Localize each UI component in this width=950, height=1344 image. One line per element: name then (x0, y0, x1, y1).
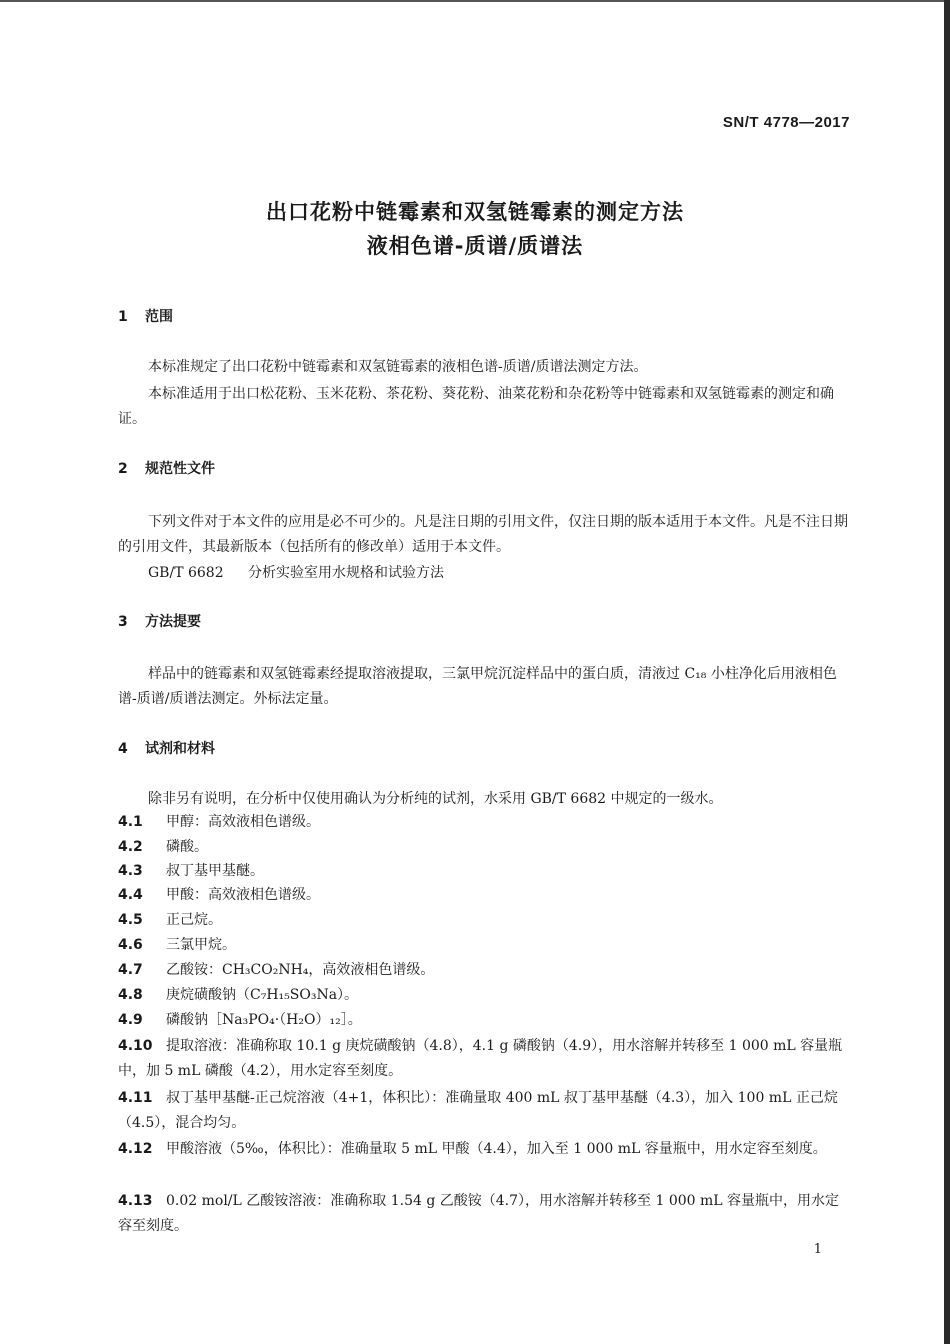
section-title: 规范性文件 (145, 461, 215, 477)
paragraph: 本标准规定了出口花粉中链霉素和双氢链霉素的液相色谱-质谱/质谱法测定方法。 (148, 359, 648, 375)
list-item: 4.1 甲醇：高效液相色谱级。 (118, 814, 320, 830)
list-item: 4.10 提取溶液：准确称取 10.1 g 庚烷磺酸钠（4.8），4.1 g 磷酸钠（4.9），用水溶解并转移至 1 000 mL 容量瓶中，加 5 mL 磷酸（4.2），用水定容至刻度。 (118, 1038, 843, 1079)
list-item: 4.9 磷酸钠［Na₃PO₄·（H₂O）₁₂］。 (118, 1012, 362, 1028)
reference-title: 分析实验室用水规格和试验方法 (248, 565, 444, 581)
paragraph: 本标准适用于出口松花粉、玉米花粉、茶花粉、葵花粉、油菜花粉和杂花粉等中链霉素和双氢链霉素的测定和确证。 (118, 386, 834, 427)
section-number: 2 (118, 461, 128, 477)
section-title: 范围 (145, 309, 173, 325)
section-number: 1 (118, 309, 128, 325)
normative-reference (148, 562, 444, 582)
list-item: 4.2 磷酸。 (118, 839, 208, 855)
list-item: 4.6 三氯甲烷。 (118, 937, 236, 953)
section-heading (118, 611, 201, 631)
list-item: 4.13 0.02 mol/L 乙酸铵溶液：准确称取 1.54 g 乙酸铵（4.7），用水溶解并转移至 1 000 mL 容量瓶中，用水定容至刻度。 (118, 1193, 840, 1234)
list-item: 4.7 乙酸铵：CH₃CO₂NH₄，高效液相色谱级。 (118, 962, 435, 978)
section-number: 3 (118, 614, 128, 630)
list-item: 4.3 叔丁基甲基醚。 (118, 863, 264, 879)
section-number: 4 (118, 741, 128, 757)
reference-code: GB/T 6682 (148, 565, 224, 581)
list-item: 4.5 正己烷。 (118, 912, 222, 928)
paragraph: 样品中的链霉素和双氢链霉素经提取溶液提取，三氯甲烷沉淀样品中的蛋白质，清液过 C₁₈ 小柱净化后用液相色谱-质谱/质谱法测定。外标法定量。 (118, 666, 837, 707)
paragraph: 下列文件对于本文件的应用是必不可少的。凡是注日期的引用文件，仅注日期的版本适用于本文件。凡是不注日期的引用文件，其最新版本（包括所有的修改单）适用于本文件。 (118, 514, 848, 555)
paragraph: 除非另有说明，在分析中仅使用确认为分析纯的试剂，水采用 GB/T 6682 中规定的一级水。 (148, 791, 723, 807)
page-number: 1 (813, 1242, 822, 1257)
section-heading (118, 306, 173, 326)
list-item: 4.12 甲酸溶液（5‰，体积比）：准确量取 5 mL 甲酸（4.4），加入至 1 000 mL 容量瓶中，用水定容至刻度。 (118, 1141, 827, 1157)
document-subtitle: 液相色谱-质谱/质谱法 (366, 234, 584, 258)
section-title: 试剂和材料 (145, 741, 215, 757)
section-heading (118, 458, 215, 478)
standard-number: SN/T 4778—2017 (722, 114, 850, 131)
document-title: 出口花粉中链霉素和双氢链霉素的测定方法 (266, 200, 684, 224)
list-item: 4.11 叔丁基甲基醚-正己烷溶液（4+1，体积比）：准确量取 400 mL 叔丁基甲基醚（4.3），加入 100 mL 正己烷（4.5），混合均匀。 (118, 1090, 838, 1131)
list-item: 4.8 庚烷磺酸钠（C₇H₁₅SO₃Na）。 (118, 987, 359, 1003)
section-heading (118, 738, 215, 758)
section-title: 方法提要 (145, 614, 201, 630)
list-item: 4.4 甲酸：高效液相色谱级。 (118, 887, 320, 903)
scan-edge-top (0, 0, 950, 2)
